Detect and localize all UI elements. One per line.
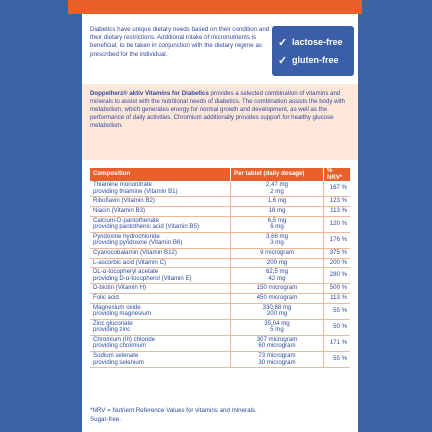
dosage-cell: [231, 319, 324, 335]
package-top-strip: [68, 0, 362, 14]
check-icon: ✓: [278, 36, 288, 49]
lactose-gluten-free-badge: [272, 26, 354, 76]
nrv-cell: 50 %: [324, 319, 351, 335]
composition-cell-line: providing D-α-tocopherol (Vitamin E): [93, 274, 192, 282]
nrv-cell: 375 %: [324, 248, 351, 258]
dosage-cell: [231, 181, 324, 197]
composition-cell: [90, 319, 231, 335]
table-row: [90, 181, 350, 197]
nrv-cell: 280 %: [324, 268, 351, 284]
composition-cell-line: Calcium-D-pantothenate: [93, 216, 160, 224]
nrv-cell: 176 %: [324, 232, 351, 248]
composition-cell: [90, 284, 231, 294]
composition-cell: [90, 268, 231, 284]
dosage-cell-line: 60 microgram: [258, 342, 296, 350]
nrv-note: *NRV = Nutrient Reference Values for vitamins and minerals.: [90, 407, 257, 414]
composition-cell-line: providing selenium: [93, 358, 144, 366]
dosage-cell-line: 150 microgram: [256, 284, 298, 292]
badge-gluten-free: gluten-free: [292, 55, 339, 65]
badge-lactose-free: lactose-free: [292, 37, 343, 47]
composition-cell: [90, 216, 231, 232]
composition-cell-line: Zinc gluconate: [93, 319, 133, 327]
dosage-cell-line: 2,47 mg: [265, 181, 289, 189]
dosage-cell: [231, 284, 324, 294]
composition-cell: [90, 197, 231, 207]
composition-cell-line: Pyridoxine hydrochloride: [93, 232, 160, 240]
dosage-cell-line: 200 mg: [266, 258, 288, 266]
package-panel: [82, 14, 358, 432]
dosage-cell: [231, 335, 324, 351]
table-row: [90, 284, 350, 294]
composition-cell: [90, 206, 231, 216]
table-header-row: [90, 168, 350, 181]
composition-cell-line: providing magnesium: [93, 310, 151, 318]
table-row: [90, 248, 350, 258]
composition-cell: [90, 335, 231, 351]
composition-cell-line: providing zinc: [93, 326, 131, 334]
nrv-cell: 171 %: [324, 335, 351, 351]
dosage-cell: [231, 268, 324, 284]
table-row: [90, 268, 350, 284]
dosage-cell-line: 3,66 mg: [265, 232, 289, 240]
table-body: [90, 181, 350, 368]
dosage-cell-line: 307 microgram: [256, 335, 298, 343]
composition-cell: [90, 181, 231, 197]
table-row: [90, 352, 350, 368]
composition-cell: [90, 248, 231, 258]
dosage-cell: [231, 216, 324, 232]
dosage-cell-line: 2 mg: [270, 187, 284, 195]
dosage-cell-line: 18 mg: [268, 206, 286, 214]
table-row: [90, 303, 350, 319]
sugar-free-note: Sugar-free.: [90, 416, 121, 423]
header-per-tablet: Per tablet (daily dosage): [231, 168, 324, 181]
dosage-cell: [231, 303, 324, 319]
composition-cell-line: providing thiamine (Vitamin B1): [93, 187, 178, 195]
dosage-cell: [231, 258, 324, 268]
composition-cell-line: providing pyridoxine (Vitamin B6): [93, 239, 183, 247]
brand-name: Doppelherz® aktiv Vitamins for Diabetics: [90, 90, 209, 97]
nrv-cell: 200 %: [324, 258, 351, 268]
table-row: [90, 206, 350, 216]
dosage-cell: [231, 293, 324, 303]
nrv-cell: 120 %: [324, 216, 351, 232]
dosage-cell-line: 200 mg: [266, 310, 288, 318]
dosage-cell: [231, 232, 324, 248]
composition-cell-line: Folic acid: [93, 293, 119, 301]
composition-cell-line: Riboflavin (Vitamin B2): [93, 197, 155, 205]
composition-cell: [90, 352, 231, 368]
composition-cell-line: L-ascorbic acid (Vitamin C): [93, 258, 167, 266]
dosage-cell: [231, 352, 324, 368]
dosage-cell-line: 73 microgram: [258, 352, 296, 360]
composition-cell: [90, 232, 231, 248]
dosage-cell-line: 1,6 mg: [267, 197, 287, 205]
description-text: provides a selected combination of vitamins and minerals to assist with the nutritional needs of diabetics. The combination assists the body with metabolism, which generates energy for normal growth and development, as well as the performance of daily activities. Chromium additionally provides support for healthy glucose metabolism.: [90, 90, 345, 130]
composition-cell-line: Cyanocobalamin (Vitamin B12): [93, 248, 177, 256]
table-row: [90, 319, 350, 335]
nrv-cell: 55 %: [324, 303, 351, 319]
composition-cell: [90, 293, 231, 303]
table-row: [90, 335, 350, 351]
nrv-cell: 55 %: [324, 352, 351, 368]
dosage-cell-line: 330,88 mg: [262, 303, 292, 311]
badge-row-lactose: [278, 33, 354, 51]
composition-cell: [90, 258, 231, 268]
composition-cell-line: D-biotin (Vitamin H): [93, 284, 147, 292]
product-description: [82, 84, 358, 160]
dosage-cell: [231, 248, 324, 258]
dosage-cell-line: 9 microgram: [260, 248, 294, 256]
nrv-cell: 113 %: [324, 206, 351, 216]
composition-cell-line: Niacin (Vitamin B3): [93, 206, 146, 214]
composition-cell-line: Magnesium oxide: [93, 303, 141, 311]
table-row: [90, 216, 350, 232]
composition-cell-line: providing chromium: [93, 342, 147, 350]
dosage-cell-line: 62,5 mg: [265, 268, 289, 276]
nrv-cell: 113 %: [324, 293, 351, 303]
composition-table: [90, 168, 350, 368]
nrv-cell: 500 %: [324, 284, 351, 294]
dosage-cell-line: 30 microgram: [258, 358, 296, 366]
dosage-cell: [231, 206, 324, 216]
check-icon: ✓: [278, 54, 288, 67]
nrv-cell: 123 %: [324, 197, 351, 207]
badge-row-gluten: [278, 51, 354, 69]
composition-cell-line: DL-α-tocopheryl acetate: [93, 268, 159, 276]
intro-text: Diabetics have unique dietary needs based on their condition and their dietary restrictions. Additional intake of micronutrients is beneficial, to be taken in conjunction with the dietary regime as prescribed for the individual.: [90, 26, 270, 58]
table-row: [90, 293, 350, 303]
table-row: [90, 232, 350, 248]
footnote: [90, 406, 350, 424]
nrv-cell: 167 %: [324, 181, 351, 197]
header-composition: Composition: [90, 168, 231, 181]
composition-cell-line: Sodium selenate: [93, 352, 139, 360]
dosage-cell-line: 5 mg: [270, 326, 284, 334]
dosage-cell-line: 6,5 mg: [267, 216, 287, 224]
dosage-cell: [231, 197, 324, 207]
composition-cell-line: Thiamine mononitrate: [93, 181, 152, 189]
composition-cell-line: providing pantothenic acid (Vitamin B5): [93, 223, 199, 231]
header-nrv: % NRV*: [324, 168, 351, 181]
dosage-cell-line: 450 microgram: [256, 293, 298, 301]
dosage-cell-line: 42 mg: [268, 274, 286, 282]
composition-cell-line: Chromium (III) chloride: [93, 335, 155, 343]
dosage-cell-line: 6 mg: [270, 223, 284, 231]
table-row: [90, 258, 350, 268]
dosage-cell-line: 3 mg: [270, 239, 284, 247]
table-row: [90, 197, 350, 207]
composition-cell: [90, 303, 231, 319]
dosage-cell-line: 35,04 mg: [264, 319, 290, 327]
